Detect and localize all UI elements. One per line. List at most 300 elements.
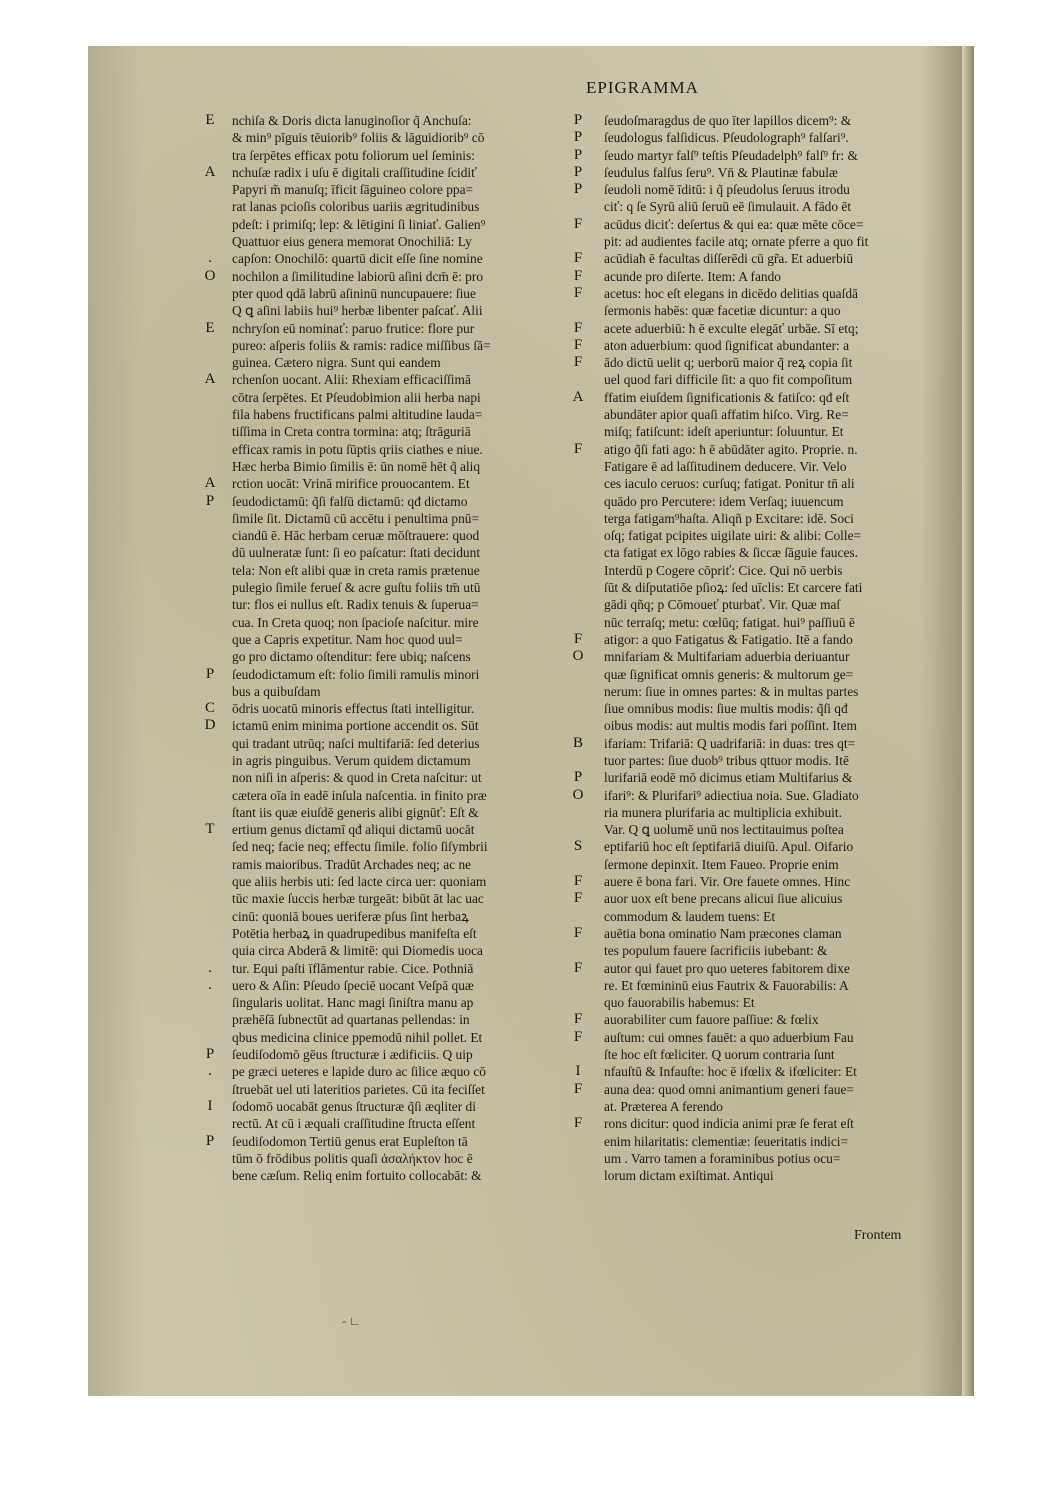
line-text: um . Varro tamen a foraminibus potius ocu= — [604, 1150, 841, 1166]
text-line — [196, 458, 566, 475]
line-text: enim hilaritatis: clementiæ: ſeueritatis indici= — [604, 1133, 849, 1149]
line-text: autor qui fauet pro quo ueteres fabitorem dixe — [604, 960, 850, 976]
text-line — [564, 873, 974, 890]
line-text: atigo q̃ſi fati ago: ħ ē abūdāter agito. Proprie. n. — [604, 441, 858, 457]
text-line — [196, 960, 566, 977]
line-text: qui tradant utrūq; naſci multifariā: ſed deterius — [232, 735, 480, 751]
line-text: que a Capris expetitur. Nam hoc quod uul= — [232, 631, 463, 647]
line-text: cta fatigat ex lōgo rabies & ſiccæ ſāguie fauces. — [604, 545, 858, 561]
line-text: lurifariā eodē mō dicimus etiam Multifarius & — [604, 770, 853, 786]
line-text: auſtum: cui omnes fauēt: a quo aduerbium Fau — [604, 1029, 854, 1045]
text-line — [564, 856, 974, 873]
text-line — [196, 925, 566, 942]
text-line — [196, 181, 566, 198]
line-text: abundāter apior quaſi affatim hiſco. Virg. Re= — [604, 407, 849, 423]
text-line — [564, 233, 974, 250]
text-line — [564, 735, 974, 752]
marginal-initial: . — [208, 1063, 212, 1080]
text-line — [196, 216, 566, 233]
line-text: eptifariū hoc eſt ſeptifariā diuiſū. Apul. Oifario — [604, 839, 854, 855]
text-line — [564, 510, 974, 527]
line-text: uero & Aſin: Pſeudo ſpeciē uocant Veſpā quæ — [232, 977, 474, 993]
line-text: præhēſā ſubnectūt ad quartanas pellendas: in — [232, 1012, 470, 1028]
text-line — [196, 510, 566, 527]
marginal-initial: . — [208, 959, 212, 976]
marginal-initial: P — [573, 163, 583, 180]
line-text: re. Et fœmininū eius Fautrix & Fauorabilis: A — [604, 977, 849, 993]
marginal-initial: P — [573, 181, 583, 198]
line-text: tra ſerpētes efficax potu foliorum uel ſeminis: — [232, 147, 475, 163]
marginal-initial: I — [575, 1063, 581, 1080]
text-line — [564, 250, 974, 267]
text-line — [564, 787, 974, 804]
text-line — [564, 804, 974, 821]
line-text: lorum dictam exiſtimat. Antiqui — [604, 1168, 774, 1184]
marginal-initial: F — [573, 1080, 583, 1097]
text-line — [196, 423, 566, 440]
text-line — [564, 544, 974, 561]
marginal-initial: P — [573, 146, 583, 163]
text-line — [564, 700, 974, 717]
text-line — [564, 925, 974, 942]
text-line — [564, 285, 974, 302]
text-line — [564, 112, 974, 129]
text-line — [196, 302, 566, 319]
text-line — [564, 1098, 974, 1115]
line-text: non niſi in aſperis: & quod in Creta naſcitur: ut — [232, 770, 482, 786]
line-text: in agris pinguibus. Verum quidem dictamum — [232, 752, 471, 768]
line-text: nchryſon eū nominať: paruo frutice: flore pur — [232, 320, 475, 336]
line-text: tūm ō frōdibus politis quaſi ἀσαλήκτον hoc ē — [232, 1150, 473, 1166]
text-line — [564, 942, 974, 959]
text-line — [196, 233, 566, 250]
marginal-initial: C — [204, 700, 215, 717]
text-line — [564, 994, 974, 1011]
marginal-initial: D — [204, 717, 216, 734]
text-line — [196, 596, 566, 613]
line-text: nūc terraſq; metu: cœlūq; fatigat. hui⁹ paſſiuū ē — [604, 614, 855, 630]
text-line — [564, 1081, 974, 1098]
footer-mark: - ∟ — [342, 1314, 361, 1328]
marginal-initial: . — [208, 976, 212, 993]
line-text: quia circa Abderā & limitē: qui Diomedis uoca — [232, 943, 484, 959]
text-line — [196, 147, 566, 164]
text-line — [564, 717, 974, 734]
text-line — [564, 371, 974, 388]
line-text: capſon: Onochilō: quartū dicit eſſe ſine nomine — [232, 251, 483, 267]
line-text: ſeudulus falſus ſeru⁹. Vn̄ & Plautinæ fabulæ — [604, 164, 838, 180]
line-text: Papyri m̃ manuſq; īficit ſāguineo colore ppa= — [232, 182, 474, 198]
text-line — [564, 683, 974, 700]
marginal-initial: F — [573, 890, 583, 907]
line-text: & min⁹ pīguis tēuiorib⁹ foliis & lāguidiorib⁹ cō — [232, 130, 485, 146]
text-line — [564, 890, 974, 907]
text-line — [196, 614, 566, 631]
text-line — [196, 579, 566, 596]
text-line — [564, 181, 974, 198]
line-text: bene cæſum. Reliq enim fortuito collocabāt: & — [232, 1168, 482, 1184]
line-text: oſq; fatigat pcipites uigilate uiri: & alibi: Colle= — [604, 528, 862, 544]
text-line — [564, 129, 974, 146]
text-line — [196, 908, 566, 925]
marginal-initial: B — [572, 734, 583, 751]
text-line — [196, 1029, 566, 1046]
line-text: quādo pro Percutere: idem Verſaq; iuuencum — [604, 493, 844, 509]
marginal-initial: P — [205, 492, 215, 509]
text-line — [564, 666, 974, 683]
line-text: pit: ad audientes facile atq; ornate pferre a quo fit — [604, 234, 869, 250]
line-text: dū uulneratæ ſunt: ſi eo paſcatur: ſtati decidunt — [232, 545, 481, 561]
text-line — [196, 320, 566, 337]
text-line — [196, 527, 566, 544]
line-text: ſeudoſmaragdus de quo īter lapillos dicem⁹: & — [604, 113, 852, 128]
line-text: que aliis herbis uti: ſed lacte circa uer: quoniam — [232, 874, 487, 890]
line-text: ria munera plurifaria ac multiplicia exhibuit. — [604, 804, 842, 820]
line-text: cinū: quoniā boues ueriferæ pſus ſint herbaꝝ — [232, 908, 469, 924]
text-line — [564, 475, 974, 492]
marginal-initial: P — [573, 129, 583, 146]
marginal-initial: S — [573, 838, 583, 855]
line-text: gādi qñq; p Cōmoueť pturbať. Vir. Quæ maſ — [604, 597, 841, 613]
marginal-initial: P — [205, 1132, 215, 1149]
marginal-initial: O — [572, 786, 584, 803]
text-line — [564, 1167, 974, 1184]
text-line — [196, 441, 566, 458]
marginal-initial: F — [573, 873, 583, 890]
line-text: guinea. Cætero nigra. Sunt qui eandem — [232, 355, 441, 371]
line-text: efficax ramis in potu ſūptis qriis ciathes e niue. — [232, 441, 483, 457]
line-text: ſermone depinxit. Item Faueo. Proprie enim — [604, 856, 839, 872]
line-text: oibus modis: aut multis modis fari poſſint. Item — [604, 718, 857, 734]
line-text: nchuſæ radix i uſu ē digitali craſſitudine ſcidiť — [232, 164, 477, 180]
line-text: rchenſon uocant. Alii: Rhexiam efficaciſſimā — [232, 372, 471, 388]
line-text: commodum & laudem tuens: Et — [604, 908, 776, 924]
line-text: rction uocāt: Vrinā mirifice prouocantem. Et — [232, 476, 470, 492]
marginal-initial: O — [204, 267, 216, 284]
text-line — [196, 1133, 566, 1150]
text-line — [196, 1011, 566, 1028]
marginal-initial: F — [573, 267, 583, 284]
line-text: ramis maioribus. Tradūt Archades neq; ac ne — [232, 856, 472, 872]
left-column — [196, 112, 566, 1184]
text-line — [564, 1133, 974, 1150]
line-text: ciandū ē. Hāc herbam ceruæ mōſtrauere: quod — [232, 528, 480, 544]
text-line — [564, 268, 974, 285]
text-line — [196, 1081, 566, 1098]
text-line — [564, 216, 974, 233]
line-text: Potētia herbaꝝ in quadrupedibus manifeſta eſt — [232, 925, 477, 941]
text-line — [564, 614, 974, 631]
text-line — [196, 250, 566, 267]
marginal-initial: E — [205, 112, 215, 128]
text-line — [564, 1115, 974, 1132]
text-line — [196, 683, 566, 700]
text-line — [564, 527, 974, 544]
text-line — [196, 198, 566, 215]
line-text: bus a quibuſdam — [232, 683, 321, 699]
marginal-initial: F — [573, 215, 583, 232]
line-text: mnifariam & Multifariam aduerbia deriuantur — [604, 649, 850, 665]
text-line — [196, 890, 566, 907]
line-text: ſed neq; facie neq; effectu ſimile. folio ſiſymbrii — [232, 839, 488, 855]
line-text: auorabiliter cum fauore paſſiue: & fœlix — [604, 1012, 819, 1028]
line-text: tuor partes: ſiue duob⁹ tribus qttuor modis. Itē — [604, 752, 849, 768]
text-line — [196, 129, 566, 146]
line-text: auna dea: quod omni animantium generi faue= — [604, 1081, 854, 1097]
text-line — [196, 371, 566, 388]
marginal-initial: I — [207, 1097, 213, 1114]
text-line — [196, 769, 566, 786]
text-line — [564, 648, 974, 665]
text-line — [564, 320, 974, 337]
marginal-initial: A — [204, 475, 216, 492]
text-line — [564, 406, 974, 423]
line-text: ictamū enim minima portione accendit os. Sūt — [232, 718, 479, 734]
line-text: auētia bona ominatio Nam præcones claman — [604, 925, 842, 941]
text-line — [564, 631, 974, 648]
line-text: aton aduerbium: quod ſignificat abundanter: a — [604, 337, 850, 353]
text-line — [564, 389, 974, 406]
line-text: ifari⁹: & Plurifari⁹ adiectiua noia. Sue. Gladiato — [604, 787, 859, 803]
line-text: ōdris uocatū minoris effectus ſtati intelligitur. — [232, 701, 475, 717]
line-text: uel quod fari difficile ſit: a quo fit compoſitum — [604, 372, 853, 388]
text-line — [196, 838, 566, 855]
line-text: acete aduerbiū: ħ ē exculte elegāť urbāe. Sī etq; — [604, 320, 859, 336]
marginal-initial: F — [573, 1115, 583, 1132]
marginal-initial: P — [205, 665, 215, 682]
text-line — [196, 804, 566, 821]
line-text: ſodomō uocabāt genus ſtructuræ q̃ſi æqliter di — [232, 1098, 476, 1114]
text-line — [564, 423, 974, 440]
line-text: tur: flos ei nullus eſt. Radix tenuis & ſuperua= — [232, 597, 479, 613]
text-line — [564, 147, 974, 164]
marginal-initial: T — [205, 821, 215, 838]
text-line — [196, 1167, 566, 1184]
marginal-initial: F — [573, 1028, 583, 1045]
text-line — [564, 960, 974, 977]
marginal-initial: A — [204, 163, 216, 180]
line-text: ciť: q ſe Syrū aliū ſeruū eē ſimulauit. A fādo ēt — [604, 199, 852, 215]
line-text: ſermonis habēs: quæ facetiæ dicuntur: a quo — [604, 303, 841, 319]
line-text: ſimile ſit. Dictamū cū accētu i penultima pnū= — [232, 510, 480, 526]
line-text: rons dicitur: quod indicia animi præ ſe ferat eſt — [604, 1116, 854, 1132]
text-line — [196, 631, 566, 648]
line-text: terga fatigam⁹haſta. Aliqñ p Excitare: idē. Soci — [604, 510, 854, 526]
line-text: ſeudiſodomon Tertiū genus erat Eupleſton tā — [232, 1133, 468, 1149]
line-text: ſeudodictamum eſt: folio ſimili ramulis minori — [232, 666, 480, 682]
line-text: auere ē bona fari. Vir. Ore fauete omnes. Hinc — [604, 874, 851, 890]
text-line — [564, 977, 974, 994]
line-text: ſūt & diſputatiōe pſioꝝ: ſed uīclis: Et carcere fati — [604, 580, 863, 596]
marginal-initial: P — [573, 769, 583, 786]
line-text: nerum: ſiue in omnes partes: & in multas partes — [604, 683, 859, 699]
text-line — [196, 787, 566, 804]
line-text: Quattuor eius genera memorat Onochiliā: Ly — [232, 234, 472, 250]
line-text: Interdū p Cogere cōpriť: Cice. Qui nō uerbis — [604, 562, 843, 578]
line-text: fila habens fructificans palmi altitudine lauda= — [232, 407, 483, 423]
line-text: acūdus diciť: deſertus & qui ea: quæ mēte cōce= — [604, 216, 864, 232]
line-text: ces iaculo ceruos: curſuq; fatigat. Ponitur tn̄ ali — [604, 476, 855, 492]
text-line — [196, 544, 566, 561]
text-line — [564, 769, 974, 786]
text-line — [564, 493, 974, 510]
line-text: ffatim eiuſdem ſignificationis & fatiſco: qđ eſt — [604, 389, 850, 405]
line-text: ſeudo martyr falſ⁹ teſtis Pſeudadelph⁹ falſ⁹ fr: & — [604, 147, 858, 163]
line-text: tur. Equi paſti īflāmentur rabie. Cice. Pothniā — [232, 960, 474, 976]
line-text: tes populum fauere ſacrificiis iubebant: & — [604, 943, 828, 959]
line-text: ſeudodictamū: q̃ſi falſū dictamū: qđ dictamo — [232, 493, 468, 509]
text-line — [196, 493, 566, 510]
marginal-initial: F — [573, 319, 583, 336]
line-text: atigor: a quo Fatigatus & Fatigatio. Itē a fando — [604, 631, 853, 647]
line-text: Hæc herba Bimio ſimilis ē: ūn nomē hēt q̃ aliq — [232, 458, 481, 474]
line-text: miſq; fatiſcunt: ideſt aperiuntur: ſoluuntur. Et — [604, 424, 844, 440]
line-text: ſeudoli nomē īditū: i q̃ pſeudolus ſeruus itrodu — [604, 182, 850, 198]
text-line — [196, 1046, 566, 1063]
text-line — [196, 942, 566, 959]
line-text: go pro dictamo oſtenditur: fere ubiq; naſcens — [232, 649, 471, 665]
line-text: Q ꝗ aſini labiis hui⁹ herbæ libenter paſcať. Alii — [232, 303, 483, 319]
text-line — [196, 994, 566, 1011]
line-text: pulegio ſimile ferueſ & acre guſtu foliis tm̄ utū — [232, 580, 481, 596]
text-line — [196, 562, 566, 579]
text-line — [564, 198, 974, 215]
marginal-initial: F — [573, 336, 583, 353]
line-text: cua. In Creta quoq; non ſpacioſe naſcitur. mire — [232, 614, 479, 630]
marginal-initial: P — [573, 112, 583, 128]
line-text: Fatigare ē ad laſſitudinem deducere. Vir. Velo — [604, 458, 847, 474]
line-text: pdeſt: i primiſq; lep: & lētigini ſi liniať. Galien⁹ — [232, 216, 486, 232]
text-line — [564, 1029, 974, 1046]
line-text: tela: Non eſt alibi quæ in creta ramis prætenue — [232, 562, 480, 578]
text-line — [196, 735, 566, 752]
text-line — [564, 838, 974, 855]
text-line — [196, 112, 566, 129]
line-text: at. Præterea A ferendo — [604, 1098, 723, 1114]
marginal-initial: F — [573, 959, 583, 976]
text-line — [564, 562, 974, 579]
line-text: nchiſa & Doris dicta lanuginoſior q̃ Anchuſa: — [232, 113, 472, 128]
line-text: pureo: aſperis foliis & ramis: radice miſſibus ſā= — [232, 337, 491, 353]
line-text: pter quod qdā labrū aſininū nuncupauere: ſiue — [232, 285, 476, 301]
text-line — [196, 389, 566, 406]
text-line — [196, 717, 566, 734]
catchword: Frontem — [854, 1228, 902, 1243]
text-line — [196, 700, 566, 717]
text-line — [564, 302, 974, 319]
line-text: acūdiaħ ē facultas diſſerēdi cū gr̃a. Et aduerbiū — [604, 251, 854, 267]
text-line — [564, 1063, 974, 1080]
line-text: ſingularis uolitat. Hanc magi ſiniſtra manu ap — [232, 995, 474, 1011]
line-text: ſtruebāt uel uti lateritios parietes. Cū ita feciſſet — [232, 1081, 485, 1097]
line-text: cōtra ſerpētes. Et Pſeudobimion alii herba napi — [232, 389, 481, 405]
line-text: tūc maxie ſuccis herbæ turgeāt: bibūt āt lac uac — [232, 891, 484, 907]
marginal-initial: F — [573, 284, 583, 301]
text-line — [564, 164, 974, 181]
marginal-initial: F — [573, 630, 583, 647]
line-text: Var. Q ꝗ uolumē unū nos lectitauimus poſtea — [604, 822, 844, 838]
text-line — [564, 354, 974, 371]
marginal-initial: F — [573, 354, 583, 371]
marginal-initial: F — [573, 924, 583, 941]
line-text: rat lanas pcioſis coloribus uariis ægritudinibus — [232, 199, 480, 215]
line-text: quo fauorabilis habemus: Et — [604, 995, 755, 1011]
line-text: quæ ſignificat omnis generis: & multorum ge= — [604, 666, 854, 682]
line-text: cætera oīa in eadē inſula naſcentia. in finito præ — [232, 787, 487, 803]
marginal-initial: . — [208, 250, 212, 267]
running-header: EPIGRAMMA — [586, 78, 699, 97]
text-line — [564, 908, 974, 925]
line-text: ſte hoc eſt fœliciter. Q uorum contraria ſunt — [604, 1047, 835, 1063]
text-line — [564, 337, 974, 354]
text-line — [564, 1046, 974, 1063]
text-line — [196, 856, 566, 873]
line-text: nfauſtū & Infauſte: hoc ē ifœlix & ifœliciter: Et — [604, 1064, 857, 1080]
text-line — [564, 579, 974, 596]
marginal-initial: F — [573, 250, 583, 267]
marginal-initial: A — [572, 388, 584, 405]
text-line — [196, 666, 566, 683]
text-line — [196, 406, 566, 423]
text-line — [564, 441, 974, 458]
text-line — [196, 268, 566, 285]
text-line — [196, 752, 566, 769]
text-line — [564, 1150, 974, 1167]
line-text: auor uox eſt bene precans alicui ſiue alicuius — [604, 891, 843, 907]
line-text: ſeudologus falſidicus. Pſeudolograph⁹ falſari⁹. — [604, 130, 849, 146]
text-line — [196, 977, 566, 994]
text-line — [564, 1011, 974, 1028]
text-line — [196, 354, 566, 371]
text-line — [196, 821, 566, 838]
text-line — [564, 596, 974, 613]
text-line — [196, 285, 566, 302]
line-text: ſtant iis quæ eiuſdē generis alibi gignūť: Eſt & — [232, 804, 479, 820]
line-text: tiſſima in Creta contra tormina: atq; ſtrāguriā — [232, 424, 471, 440]
line-text: ādo dictū uelit q; uerborū maior q̃ reꝝ copia ſit — [604, 355, 853, 371]
line-text: pe græci ueteres e lapide duro ac ſilice æquo cō — [232, 1064, 486, 1080]
line-text: acetus: hoc eſt elegans in dicēdo delitias quaſdā — [604, 285, 858, 301]
line-text: rectū. At cū i æquali craſſitudine ſtructa eſſent — [232, 1116, 476, 1132]
marginal-initial: E — [205, 319, 215, 336]
line-text: qbus medicina clinice ppemodū nihil pollet. Et — [232, 1029, 483, 1045]
marginal-initial: A — [204, 371, 216, 388]
book-page — [88, 46, 974, 1396]
text-line — [196, 648, 566, 665]
marginal-initial: O — [572, 648, 584, 665]
text-line — [196, 475, 566, 492]
text-line — [196, 873, 566, 890]
text-line — [196, 1115, 566, 1132]
text-line — [196, 1063, 566, 1080]
line-text: nochilon a ſimilitudine labiorū aſini dcm̄ ē: pro — [232, 268, 484, 284]
line-text: ifariam: Trifariā: Q uadrifariā: in duas: tres qt= — [604, 735, 856, 751]
text-line — [196, 1150, 566, 1167]
right-column — [564, 112, 974, 1184]
line-text: acunde pro diſerte. Item: A fando — [604, 268, 781, 284]
line-text: ſeudiſodomō gēus ſtructuræ i ædificiis. Q uip — [232, 1047, 473, 1063]
text-line — [564, 821, 974, 838]
text-line — [564, 752, 974, 769]
marginal-initial: P — [205, 1046, 215, 1063]
marginal-initial: F — [573, 440, 583, 457]
text-line — [196, 164, 566, 181]
marginal-initial: F — [573, 1011, 583, 1028]
line-text: ſiue omnibus modis: ſiue multis modis: q̃ſi qđ — [604, 701, 848, 717]
text-line — [564, 458, 974, 475]
text-line — [196, 337, 566, 354]
line-text: ertium genus dictamī qđ aliqui dictamū uocāt — [232, 822, 475, 838]
